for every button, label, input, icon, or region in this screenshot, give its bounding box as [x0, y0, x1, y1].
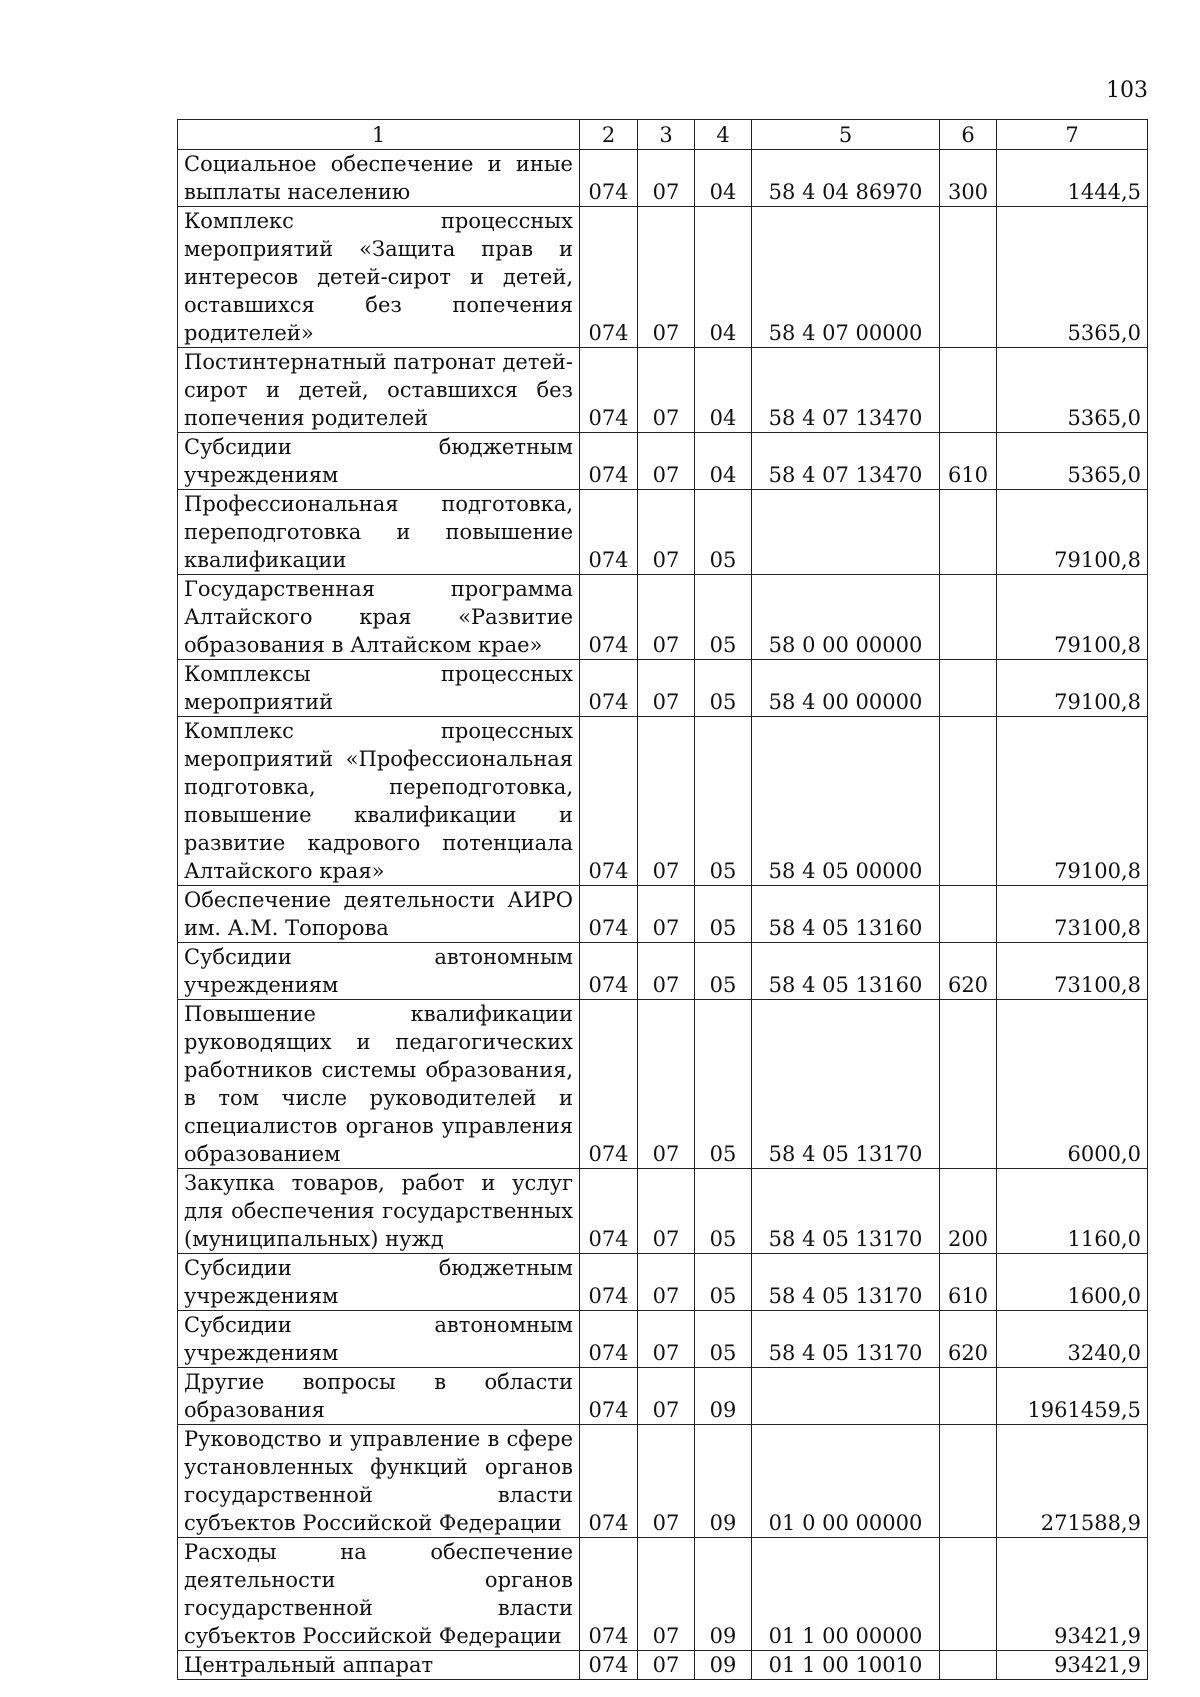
subsection-code: 05	[695, 886, 752, 943]
expense-type-code: 620	[940, 1311, 997, 1368]
expense-type-code	[940, 1368, 997, 1425]
subsection-code: 05	[695, 1254, 752, 1311]
table-row	[178, 1169, 1148, 1254]
ministry-code: 074	[580, 1000, 638, 1169]
target-code: 01 1 00 10010	[752, 1651, 940, 1680]
amount: 5365,0	[997, 433, 1148, 490]
ministry-code: 074	[580, 1254, 638, 1311]
section-code: 07	[638, 660, 695, 717]
ministry-code: 074	[580, 1425, 638, 1538]
target-code: 58 4 04 86970	[752, 150, 940, 207]
amount: 1444,5	[997, 150, 1148, 207]
ministry-code: 074	[580, 660, 638, 717]
target-code	[752, 1368, 940, 1425]
section-code: 07	[638, 1000, 695, 1169]
target-code: 58 4 05 00000	[752, 717, 940, 886]
expense-type-code: 610	[940, 1254, 997, 1311]
ministry-code: 074	[580, 1169, 638, 1254]
target-code: 58 4 00 00000	[752, 660, 940, 717]
header-cell: 1	[178, 120, 580, 150]
target-code: 01 1 00 00000	[752, 1538, 940, 1651]
ministry-code: 074	[580, 1368, 638, 1425]
subsection-code: 09	[695, 1368, 752, 1425]
amount: 1160,0	[997, 1169, 1148, 1254]
section-code: 07	[638, 1254, 695, 1311]
subsection-code: 05	[695, 490, 752, 575]
section-code: 07	[638, 490, 695, 575]
ministry-code: 074	[580, 348, 638, 433]
target-code	[752, 490, 940, 575]
section-code: 07	[638, 717, 695, 886]
amount: 1600,0	[997, 1254, 1148, 1311]
section-code: 07	[638, 348, 695, 433]
expense-type-code	[940, 490, 997, 575]
target-code: 58 4 07 13470	[752, 433, 940, 490]
amount: 5365,0	[997, 348, 1148, 433]
table-row	[178, 1311, 1148, 1368]
section-code: 07	[638, 1169, 695, 1254]
table-row	[178, 433, 1148, 490]
section-code: 07	[638, 943, 695, 1000]
row-name: Субсидии автономным учреждениям	[178, 943, 580, 1000]
target-code: 58 4 05 13170	[752, 1254, 940, 1311]
subsection-code: 09	[695, 1651, 752, 1680]
ministry-code: 074	[580, 717, 638, 886]
section-code: 07	[638, 886, 695, 943]
page-number: 103	[1106, 78, 1148, 103]
subsection-code: 09	[695, 1425, 752, 1538]
amount: 79100,8	[997, 660, 1148, 717]
subsection-code: 09	[695, 1538, 752, 1651]
section-code: 07	[638, 1368, 695, 1425]
target-code: 58 4 07 00000	[752, 207, 940, 348]
target-code: 58 4 05 13170	[752, 1311, 940, 1368]
row-name: Субсидии бюджетным учреждениям	[178, 433, 580, 490]
row-name: Субсидии автономным учреждениям	[178, 1311, 580, 1368]
subsection-code: 04	[695, 207, 752, 348]
section-code: 07	[638, 1538, 695, 1651]
section-code: 07	[638, 150, 695, 207]
header-cell: 4	[695, 120, 752, 150]
row-name: Комплекс процессных мероприятий «Защита прав и интересов детей-сирот и детей, оставшихся без попечения родителей»	[178, 207, 580, 348]
amount: 79100,8	[997, 717, 1148, 886]
table-row	[178, 207, 1148, 348]
table-row	[178, 943, 1148, 1000]
subsection-code: 05	[695, 575, 752, 660]
target-code: 58 4 07 13470	[752, 348, 940, 433]
expense-type-code: 610	[940, 433, 997, 490]
row-name: Комплекс процессных мероприятий «Профессиональная подготовка, переподготовка, повышение квалификации и развитие кадрового потенциала Алтайского края»	[178, 717, 580, 886]
amount: 93421,9	[997, 1538, 1148, 1651]
table-row	[178, 1651, 1148, 1680]
table-row	[178, 1368, 1148, 1425]
section-code: 07	[638, 575, 695, 660]
amount: 79100,8	[997, 490, 1148, 575]
amount: 1961459,5	[997, 1368, 1148, 1425]
expense-type-code	[940, 1000, 997, 1169]
row-name: Комплексы процессных мероприятий	[178, 660, 580, 717]
table-row	[178, 490, 1148, 575]
subsection-code: 04	[695, 150, 752, 207]
header-cell: 5	[752, 120, 940, 150]
ministry-code: 074	[580, 1651, 638, 1680]
row-name: Центральный аппарат	[178, 1651, 580, 1680]
row-name: Повышение квалификации руководящих и педагогических работников системы образования, в том числе руководителей и специалистов органов управления образованием	[178, 1000, 580, 1169]
row-name: Расходы на обеспечение деятельности органов государственной власти субъектов Российской Федерации	[178, 1538, 580, 1651]
amount: 6000,0	[997, 1000, 1148, 1169]
ministry-code: 074	[580, 886, 638, 943]
expense-type-code	[940, 717, 997, 886]
ministry-code: 074	[580, 150, 638, 207]
section-code: 07	[638, 1651, 695, 1680]
amount: 271588,9	[997, 1425, 1148, 1538]
header-cell: 3	[638, 120, 695, 150]
table-row	[178, 1254, 1148, 1311]
target-code: 58 4 05 13170	[752, 1000, 940, 1169]
row-name: Обеспечение деятельности АИРО им. А.М. Топорова	[178, 886, 580, 943]
header-cell: 6	[940, 120, 997, 150]
budget-table	[177, 119, 1148, 1680]
table-row	[178, 150, 1148, 207]
table-row	[178, 886, 1148, 943]
target-code: 58 0 00 00000	[752, 575, 940, 660]
row-name: Субсидии бюджетным учреждениям	[178, 1254, 580, 1311]
expense-type-code	[940, 1538, 997, 1651]
amount: 73100,8	[997, 886, 1148, 943]
subsection-code: 04	[695, 348, 752, 433]
target-code: 58 4 05 13160	[752, 943, 940, 1000]
target-code: 58 4 05 13160	[752, 886, 940, 943]
subsection-code: 04	[695, 433, 752, 490]
amount: 73100,8	[997, 943, 1148, 1000]
target-code: 58 4 05 13170	[752, 1169, 940, 1254]
subsection-code: 05	[695, 943, 752, 1000]
table-row	[178, 1538, 1148, 1651]
table-row	[178, 1000, 1148, 1169]
expense-type-code	[940, 207, 997, 348]
section-code: 07	[638, 1425, 695, 1538]
ministry-code: 074	[580, 943, 638, 1000]
expense-type-code	[940, 348, 997, 433]
table-row	[178, 660, 1148, 717]
expense-type-code	[940, 886, 997, 943]
table-row	[178, 348, 1148, 433]
row-name: Постинтернатный патронат детей-сирот и детей, оставшихся без попечения родителей	[178, 348, 580, 433]
ministry-code: 074	[580, 433, 638, 490]
ministry-code: 074	[580, 207, 638, 348]
subsection-code: 05	[695, 1311, 752, 1368]
header-cell: 2	[580, 120, 638, 150]
table-header-row	[178, 120, 1148, 150]
table-row	[178, 717, 1148, 886]
row-name: Закупка товаров, работ и услуг для обеспечения государственных (муниципальных) нужд	[178, 1169, 580, 1254]
amount: 79100,8	[997, 575, 1148, 660]
ministry-code: 074	[580, 1311, 638, 1368]
row-name: Руководство и управление в сфере установленных функций органов государственной власти субъектов Российской Федерации	[178, 1425, 580, 1538]
amount: 93421,9	[997, 1651, 1148, 1680]
expense-type-code: 620	[940, 943, 997, 1000]
section-code: 07	[638, 207, 695, 348]
expense-type-code: 300	[940, 150, 997, 207]
section-code: 07	[638, 433, 695, 490]
expense-type-code	[940, 660, 997, 717]
expense-type-code	[940, 1651, 997, 1680]
section-code: 07	[638, 1311, 695, 1368]
subsection-code: 05	[695, 1169, 752, 1254]
subsection-code: 05	[695, 660, 752, 717]
row-name: Государственная программа Алтайского края «Развитие образования в Алтайском крае»	[178, 575, 580, 660]
ministry-code: 074	[580, 490, 638, 575]
row-name: Профессиональная подготовка, переподготовка и повышение квалификации	[178, 490, 580, 575]
table-row	[178, 1425, 1148, 1538]
ministry-code: 074	[580, 1538, 638, 1651]
header-cell: 7	[997, 120, 1148, 150]
expense-type-code	[940, 1425, 997, 1538]
subsection-code: 05	[695, 1000, 752, 1169]
amount: 5365,0	[997, 207, 1148, 348]
row-name: Социальное обеспечение и иные выплаты населению	[178, 150, 580, 207]
ministry-code: 074	[580, 575, 638, 660]
expense-type-code	[940, 575, 997, 660]
row-name: Другие вопросы в области образования	[178, 1368, 580, 1425]
expense-type-code: 200	[940, 1169, 997, 1254]
subsection-code: 05	[695, 717, 752, 886]
amount: 3240,0	[997, 1311, 1148, 1368]
table-row	[178, 575, 1148, 660]
target-code: 01 0 00 00000	[752, 1425, 940, 1538]
